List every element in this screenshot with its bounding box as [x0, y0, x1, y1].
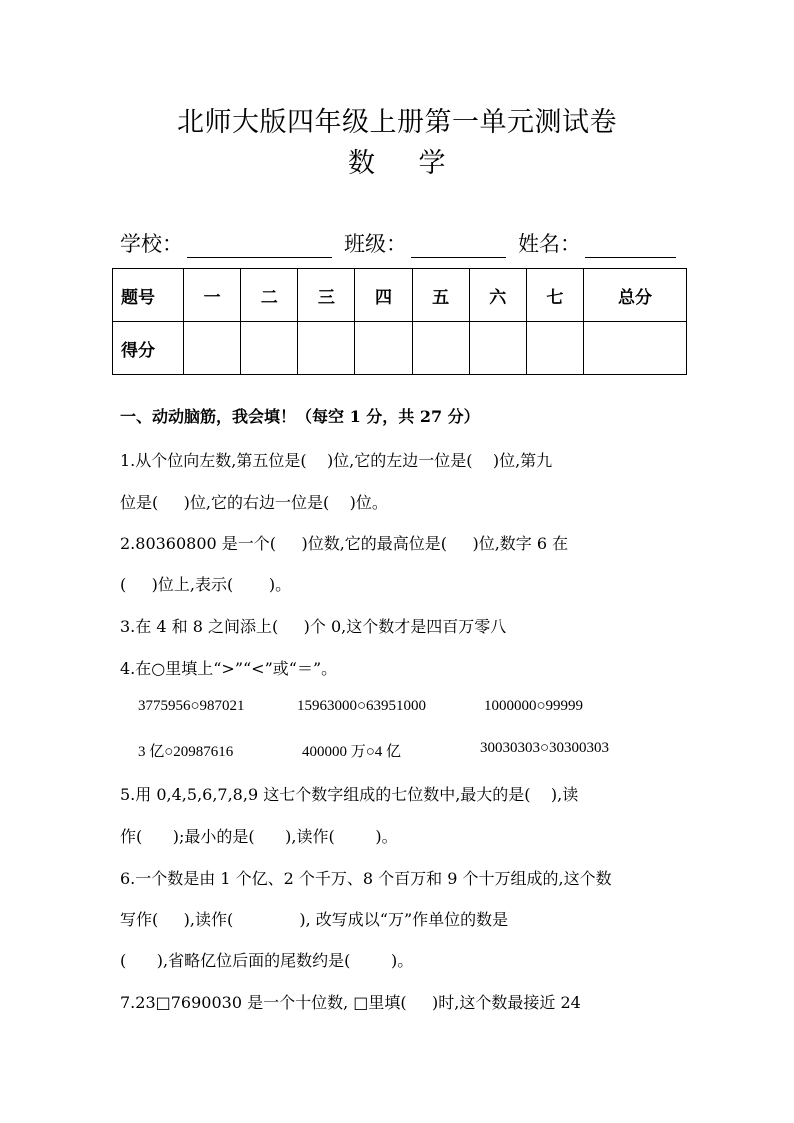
section-heading: 一、动动脑筋，我会填！（每空 1 分，共 27 分）: [120, 407, 480, 426]
subject-title: 数 学: [347, 148, 447, 179]
score-table-cell: 得分: [113, 322, 184, 375]
score-table-cell: 六: [469, 269, 526, 322]
score-table: [112, 268, 687, 375]
question-line: 3.在 4 和 8 之间添上( )个 0,这个数才是四百万零八: [120, 617, 507, 636]
comparison-item: 15963000○63951000: [297, 698, 427, 714]
score-table-cell: 四: [355, 269, 412, 322]
score-table-cell: 一: [184, 269, 241, 322]
comparison-item: 400000 万○4 亿: [302, 744, 402, 760]
score-table-cell: 三: [298, 269, 355, 322]
question-line: 6.一个数是由 1 个亿、2 个千万、8 个百万和 9 个十万组成的,这个数: [120, 869, 612, 888]
question-line: 5.用 0,4,5,6,7,8,9 这七个数字组成的七位数中,最大的是( ),读: [120, 785, 579, 804]
question-line: ( )位上,表示( )。: [120, 575, 292, 594]
score-table-header-row: [113, 269, 687, 322]
question-line: 2.80360800 是一个( )位数,它的最高位是( )位,数字 6 在: [120, 534, 569, 553]
score-input-cell[interactable]: [526, 322, 583, 375]
score-table-cell: 题号: [113, 269, 184, 322]
comparison-item: 1000000○99999: [484, 698, 584, 714]
comparison-item: 30030303○30300303: [480, 740, 610, 756]
question-line: 4.在○里填上“>”“<”或“＝”。: [120, 659, 338, 678]
class-label: 班级：: [344, 232, 407, 256]
score-input-cell[interactable]: [355, 322, 412, 375]
score-input-cell[interactable]: [584, 322, 687, 375]
school-blank[interactable]: [187, 233, 332, 258]
score-input-cell[interactable]: [241, 322, 298, 375]
question-line: 7.23□7690030 是一个十位数, □里填( )时,这个数最接近 24: [120, 993, 581, 1012]
score-table-cell: 七: [526, 269, 583, 322]
score-table-score-row: [113, 322, 687, 375]
question-line: 写作( ),读作( ), 改写成以“万”作单位的数是: [120, 910, 509, 929]
question-line: 作( );最小的是( ),读作( )。: [120, 827, 398, 846]
question-line: ( ),省略亿位后面的尾数约是( )。: [120, 951, 414, 970]
name-blank[interactable]: [585, 233, 676, 258]
comparison-item: 3 亿○20987616: [138, 744, 234, 760]
score-table-cell: 总分: [584, 269, 687, 322]
score-input-cell[interactable]: [412, 322, 469, 375]
student-info-row: [120, 228, 676, 258]
comparison-item: 3775956○987021: [138, 698, 245, 714]
score-input-cell[interactable]: [184, 322, 241, 375]
score-table-cell: 二: [241, 269, 298, 322]
school-label: 学校：: [120, 232, 183, 256]
score-table-cell: 五: [412, 269, 469, 322]
question-line: 位是( )位,它的右边一位是( )位。: [120, 493, 388, 512]
exam-title: 北师大版四年级上册第一单元测试卷: [177, 107, 617, 138]
score-input-cell[interactable]: [469, 322, 526, 375]
score-input-cell[interactable]: [298, 322, 355, 375]
class-blank[interactable]: [411, 233, 506, 258]
name-label: 姓名：: [518, 232, 581, 256]
question-line: 1.从个位向左数,第五位是( )位,它的左边一位是( )位,第九: [120, 451, 553, 470]
